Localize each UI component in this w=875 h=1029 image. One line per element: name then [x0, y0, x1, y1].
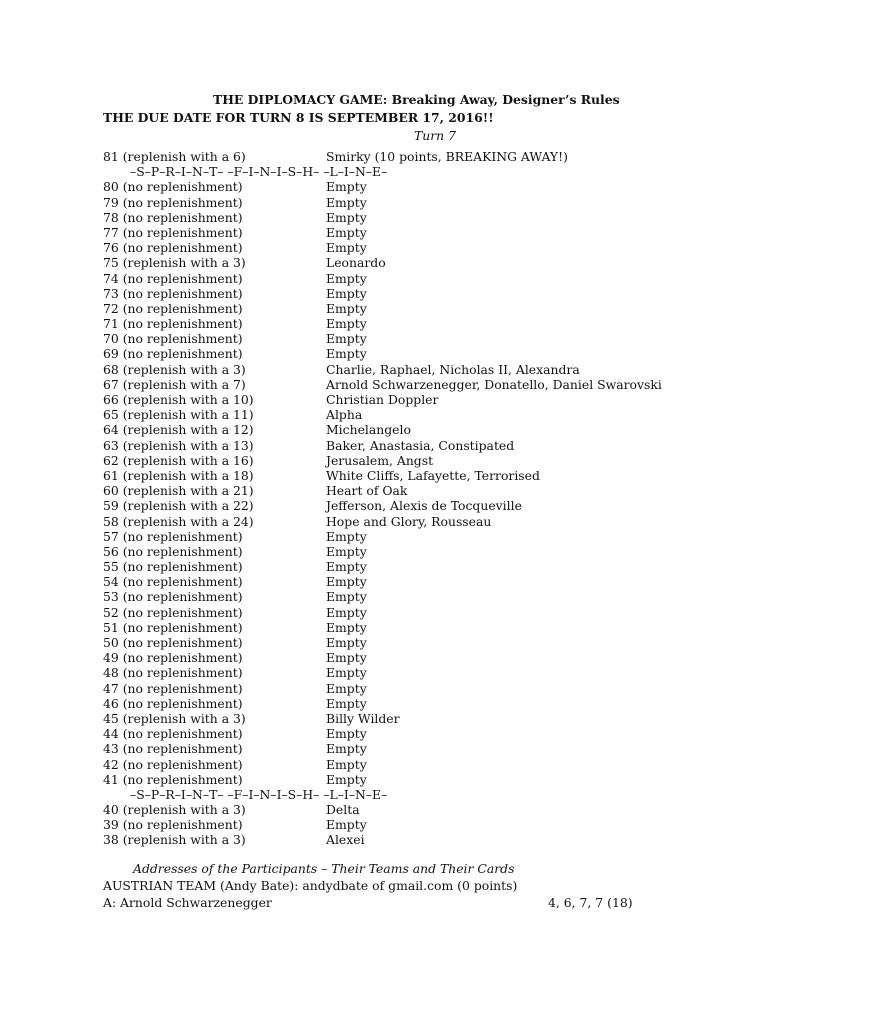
position-occupants: Alpha — [326, 407, 363, 423]
position-occupants: Hope and Glory, Rousseau — [326, 513, 492, 529]
position-occupants: Empty — [326, 194, 367, 210]
position-label: 47 (no replenishment) — [103, 680, 243, 696]
position-occupants: Empty — [326, 741, 367, 757]
position-label: 59 (replenish with a 22) — [103, 498, 254, 514]
position-row — [103, 650, 703, 665]
position-row — [103, 589, 703, 604]
position-row — [103, 316, 703, 331]
position-row — [103, 665, 703, 680]
position-row — [103, 514, 703, 529]
standings-list — [103, 149, 703, 848]
position-occupants: Arnold Schwarzenegger, Donatello, Daniel Swarovski — [326, 376, 662, 392]
position-row — [103, 559, 703, 574]
position-occupants: Michelangelo — [326, 422, 411, 438]
position-occupants: Empty — [326, 270, 367, 286]
due-date-notice: THE DUE DATE FOR TURN 8 IS SEPTEMBER 17, 2016!! — [103, 110, 494, 125]
position-row — [103, 635, 703, 650]
position-row — [103, 468, 703, 483]
position-row — [103, 301, 703, 316]
position-row — [103, 377, 703, 392]
sprint-finish-line — [103, 164, 703, 179]
position-row — [103, 346, 703, 361]
position-label: 40 (replenish with a 3) — [103, 802, 246, 818]
position-row — [103, 696, 703, 711]
position-row — [103, 711, 703, 726]
position-occupants: Empty — [326, 559, 367, 575]
position-occupants: Empty — [326, 756, 367, 772]
position-label: 54 (no replenishment) — [103, 574, 243, 590]
position-label: 74 (no replenishment) — [103, 270, 243, 286]
position-label: 62 (replenish with a 16) — [103, 452, 254, 468]
position-label: 48 (no replenishment) — [103, 665, 243, 681]
rider-line: A: Arnold Schwarzenegger — [103, 895, 272, 910]
position-row — [103, 574, 703, 589]
position-label: 66 (replenish with a 10) — [103, 392, 254, 407]
position-row — [103, 240, 703, 255]
document-title: THE DIPLOMACY GAME: Breaking Away, Designer’s Rules — [213, 92, 620, 107]
position-row — [103, 179, 703, 194]
position-occupants: Heart of Oak — [326, 483, 408, 499]
position-occupants: Empty — [326, 574, 367, 590]
position-occupants: Empty — [326, 179, 367, 195]
position-occupants: Baker, Anastasia, Constipated — [326, 437, 515, 453]
position-occupants: Jefferson, Alexis de Tocqueville — [326, 498, 522, 514]
position-occupants: Empty — [326, 604, 367, 620]
rider-cards: 4, 6, 7, 7 (18) — [548, 895, 633, 910]
position-occupants: Empty — [326, 589, 367, 605]
position-label: 77 (no replenishment) — [103, 224, 243, 240]
position-row — [103, 286, 703, 301]
position-row — [103, 757, 703, 772]
position-row — [103, 210, 703, 225]
position-label: 51 (no replenishment) — [103, 619, 243, 635]
position-label: 78 (no replenishment) — [103, 209, 243, 225]
position-row — [103, 271, 703, 286]
position-row — [103, 605, 703, 620]
position-label: 55 (no replenishment) — [103, 559, 243, 575]
position-row — [103, 362, 703, 377]
turn-heading: Turn 7 — [414, 128, 456, 143]
position-label: 49 (no replenishment) — [103, 650, 243, 666]
position-label: 52 (no replenishment) — [103, 604, 243, 620]
position-row — [103, 741, 703, 756]
position-label: 41 (no replenishment) — [103, 771, 243, 787]
position-label: 67 (replenish with a 7) — [103, 376, 246, 392]
position-label: 61 (replenish with a 18) — [103, 467, 254, 483]
position-label: 63 (replenish with a 13) — [103, 437, 254, 453]
position-row — [103, 817, 703, 832]
position-label: 70 (no replenishment) — [103, 331, 243, 347]
sprint-finish-line — [103, 787, 703, 802]
position-occupants: Empty — [326, 316, 367, 332]
position-label: 80 (no replenishment) — [103, 179, 243, 195]
position-label: 76 (no replenishment) — [103, 240, 243, 256]
position-row — [103, 149, 703, 164]
position-label: 53 (no replenishment) — [103, 589, 243, 605]
position-row — [103, 225, 703, 240]
position-label: 73 (no replenishment) — [103, 285, 243, 301]
position-label: 50 (no replenishment) — [103, 635, 243, 650]
position-occupants: Empty — [326, 665, 367, 681]
position-row — [103, 772, 703, 787]
position-row — [103, 529, 703, 544]
position-occupants: Empty — [326, 680, 367, 696]
position-row — [103, 331, 703, 346]
position-row — [103, 620, 703, 635]
team-line: AUSTRIAN TEAM (Andy Bate): andydbate of gmail.com (0 points) — [103, 878, 518, 893]
position-label: 46 (no replenishment) — [103, 695, 243, 711]
position-label: 75 (replenish with a 3) — [103, 255, 246, 271]
position-row — [103, 438, 703, 453]
position-row — [103, 544, 703, 559]
position-occupants: Empty — [326, 726, 367, 742]
position-label: 42 (no replenishment) — [103, 756, 243, 772]
position-label: 69 (no replenishment) — [103, 346, 243, 362]
position-occupants: Empty — [326, 346, 367, 362]
sprint-line-label: –S–P–R–I–N–T– –F–I–N–I–S–H– –L–I–N–E– — [130, 164, 388, 180]
position-occupants: Empty — [326, 300, 367, 316]
position-row — [103, 483, 703, 498]
position-row — [103, 255, 703, 270]
position-label: 72 (no replenishment) — [103, 300, 243, 316]
position-occupants: Empty — [326, 635, 367, 650]
position-label: 71 (no replenishment) — [103, 316, 243, 332]
position-label: 57 (no replenishment) — [103, 528, 243, 544]
position-label: 79 (no replenishment) — [103, 194, 243, 210]
position-label: 39 (no replenishment) — [103, 817, 243, 833]
position-occupants: Empty — [326, 543, 367, 559]
position-row — [103, 681, 703, 696]
position-occupants: Billy Wilder — [326, 710, 400, 726]
position-label: 56 (no replenishment) — [103, 543, 243, 559]
position-occupants: Smirky (10 points, BREAKING AWAY!) — [326, 149, 568, 164]
position-occupants: Empty — [326, 619, 367, 635]
position-occupants: Empty — [326, 224, 367, 240]
position-row — [103, 832, 703, 847]
position-row — [103, 802, 703, 817]
position-occupants: Empty — [326, 240, 367, 256]
participants-heading: Addresses of the Participants – Their Teams and Their Cards — [133, 861, 515, 876]
position-occupants: Empty — [326, 209, 367, 225]
position-label: 81 (replenish with a 6) — [103, 149, 246, 164]
position-label: 38 (replenish with a 3) — [103, 832, 246, 848]
position-occupants: Leonardo — [326, 255, 386, 271]
position-occupants: Charlie, Raphael, Nicholas II, Alexandra — [326, 361, 580, 377]
position-occupants: Empty — [326, 331, 367, 347]
position-occupants: Empty — [326, 285, 367, 301]
position-occupants: Empty — [326, 650, 367, 666]
position-label: 58 (replenish with a 24) — [103, 513, 254, 529]
position-label: 60 (replenish with a 21) — [103, 483, 254, 499]
position-occupants: Empty — [326, 771, 367, 787]
position-occupants: White Cliffs, Lafayette, Terrorised — [326, 467, 540, 483]
position-label: 43 (no replenishment) — [103, 741, 243, 757]
position-label: 64 (replenish with a 12) — [103, 422, 254, 438]
position-label: 65 (replenish with a 11) — [103, 407, 254, 423]
position-occupants: Empty — [326, 695, 367, 711]
position-label: 44 (no replenishment) — [103, 726, 243, 742]
position-occupants: Empty — [326, 528, 367, 544]
sprint-line-label: –S–P–R–I–N–T– –F–I–N–I–S–H– –L–I–N–E– — [130, 786, 388, 802]
position-row — [103, 453, 703, 468]
position-label: 68 (replenish with a 3) — [103, 361, 246, 377]
position-occupants: Alexei — [326, 832, 365, 848]
position-row — [103, 498, 703, 513]
position-occupants: Delta — [326, 802, 360, 818]
position-row — [103, 195, 703, 210]
position-occupants: Jerusalem, Angst — [326, 452, 434, 468]
position-occupants: Christian Doppler — [326, 392, 439, 407]
position-row — [103, 407, 703, 422]
position-row — [103, 726, 703, 741]
position-row — [103, 422, 703, 437]
position-label: 45 (replenish with a 3) — [103, 710, 246, 726]
position-occupants: Empty — [326, 817, 367, 833]
position-row — [103, 392, 703, 407]
